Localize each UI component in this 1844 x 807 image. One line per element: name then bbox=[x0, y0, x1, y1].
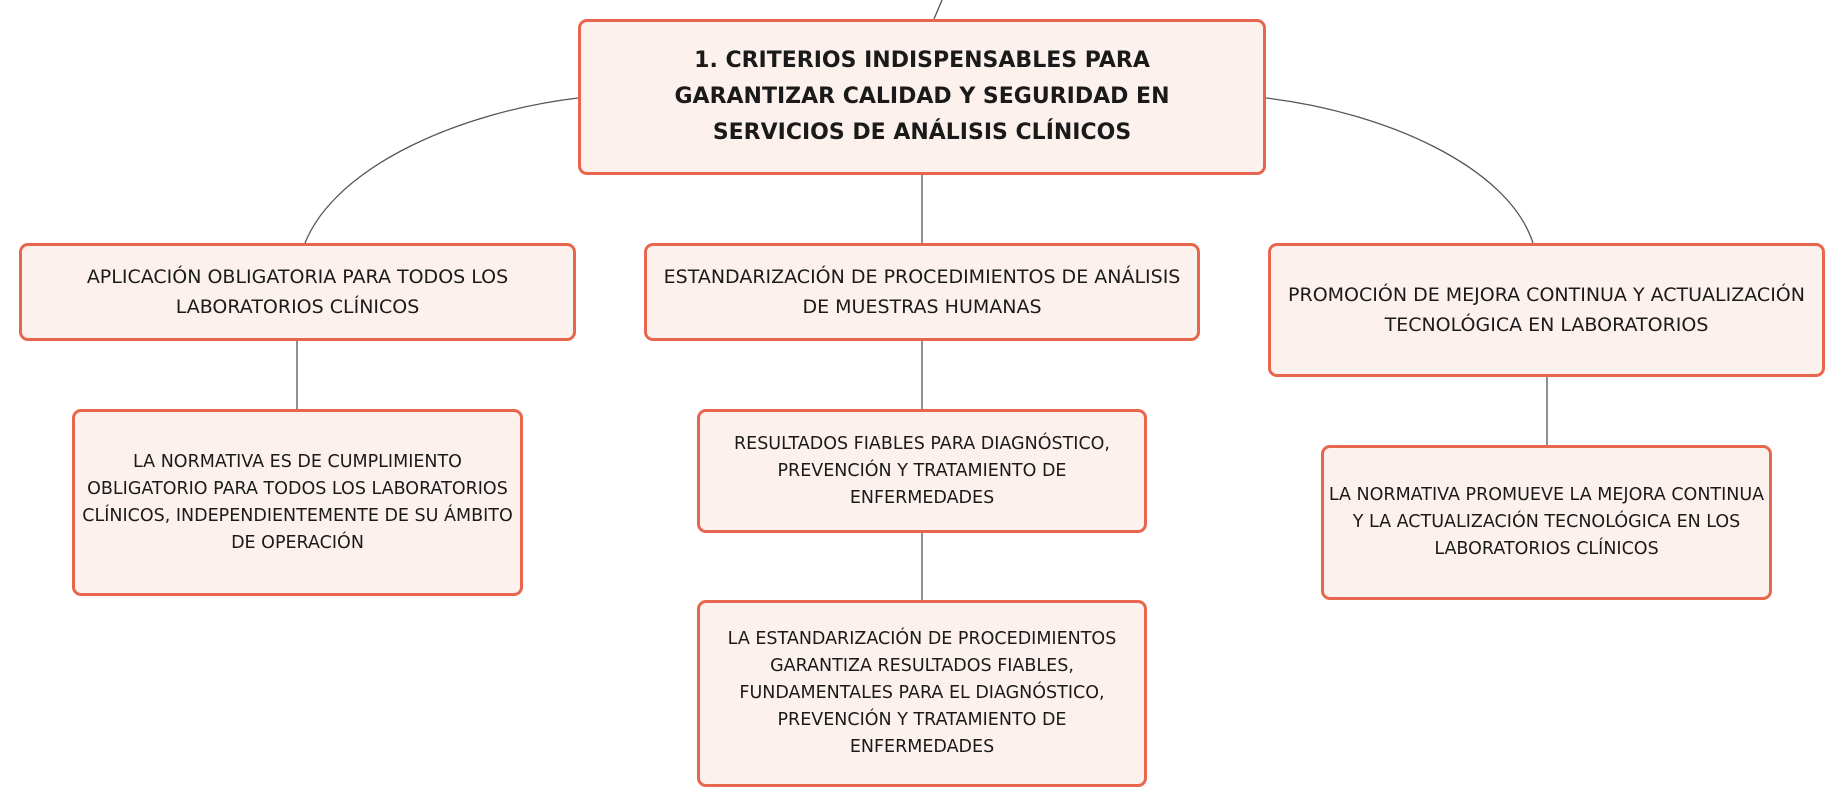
branch-label: PROMOCIÓN DE MEJORA CONTINUA Y ACTUALIZACIÓN TECNOLÓGICA EN LABORATORIOS bbox=[1288, 284, 1805, 336]
subtopic-label: LA NORMATIVA PROMUEVE LA MEJORA CONTINUA Y LA ACTUALIZACIÓN TECNOLÓGICA EN LOS LABORATORIOS CLÍNICOS bbox=[1328, 485, 1765, 559]
subtopic-label: LA NORMATIVA ES DE CUMPLIMIENTO OBLIGATORIO PARA TODOS LOS LABORATORIOS CLÍNICOS, INDEPENDIENTEMENTE DE SU ÁMBITO DE OPERACIÓN bbox=[82, 451, 513, 553]
subtopic-node-resultados-fiables[interactable] bbox=[697, 409, 1147, 533]
connector-root-branch-1 bbox=[305, 98, 578, 243]
connector-root-branch-3 bbox=[1266, 98, 1533, 243]
subtopic-node-cumplimiento-obligatorio[interactable] bbox=[72, 409, 523, 596]
subtopic-node-normativa-promueve[interactable] bbox=[1321, 445, 1772, 600]
branch-node-aplicacion-obligatoria[interactable] bbox=[19, 243, 576, 341]
root-topic-node[interactable] bbox=[578, 19, 1266, 175]
branch-label: ESTANDARIZACIÓN DE PROCEDIMIENTOS DE ANÁLISIS DE MUESTRAS HUMANAS bbox=[663, 266, 1181, 318]
subtopic-label: LA ESTANDARIZACIÓN DE PROCEDIMIENTOS GARANTIZA RESULTADOS FIABLES, FUNDAMENTALES PARA EL DIAGNÓSTICO, PREVENCIÓN Y TRATAMIENTO DE ENFERMEDADES bbox=[727, 629, 1117, 757]
connector-parent-root bbox=[934, 0, 942, 19]
branch-node-mejora-continua[interactable] bbox=[1268, 243, 1825, 377]
root-topic-label: 1. CRITERIOS INDISPENSABLES PARA GARANTIZAR CALIDAD Y SEGURIDAD EN SERVICIOS DE ANÁLISIS CLÍNICOS bbox=[674, 48, 1170, 145]
branch-label: APLICACIÓN OBLIGATORIA PARA TODOS LOS LABORATORIOS CLÍNICOS bbox=[86, 266, 509, 318]
subtopic-node-estandarizacion-garantiza[interactable] bbox=[697, 600, 1147, 787]
branch-node-estandarizacion[interactable] bbox=[644, 243, 1200, 341]
subtopic-label: RESULTADOS FIABLES PARA DIAGNÓSTICO, PREVENCIÓN Y TRATAMIENTO DE ENFERMEDADES bbox=[733, 433, 1110, 508]
